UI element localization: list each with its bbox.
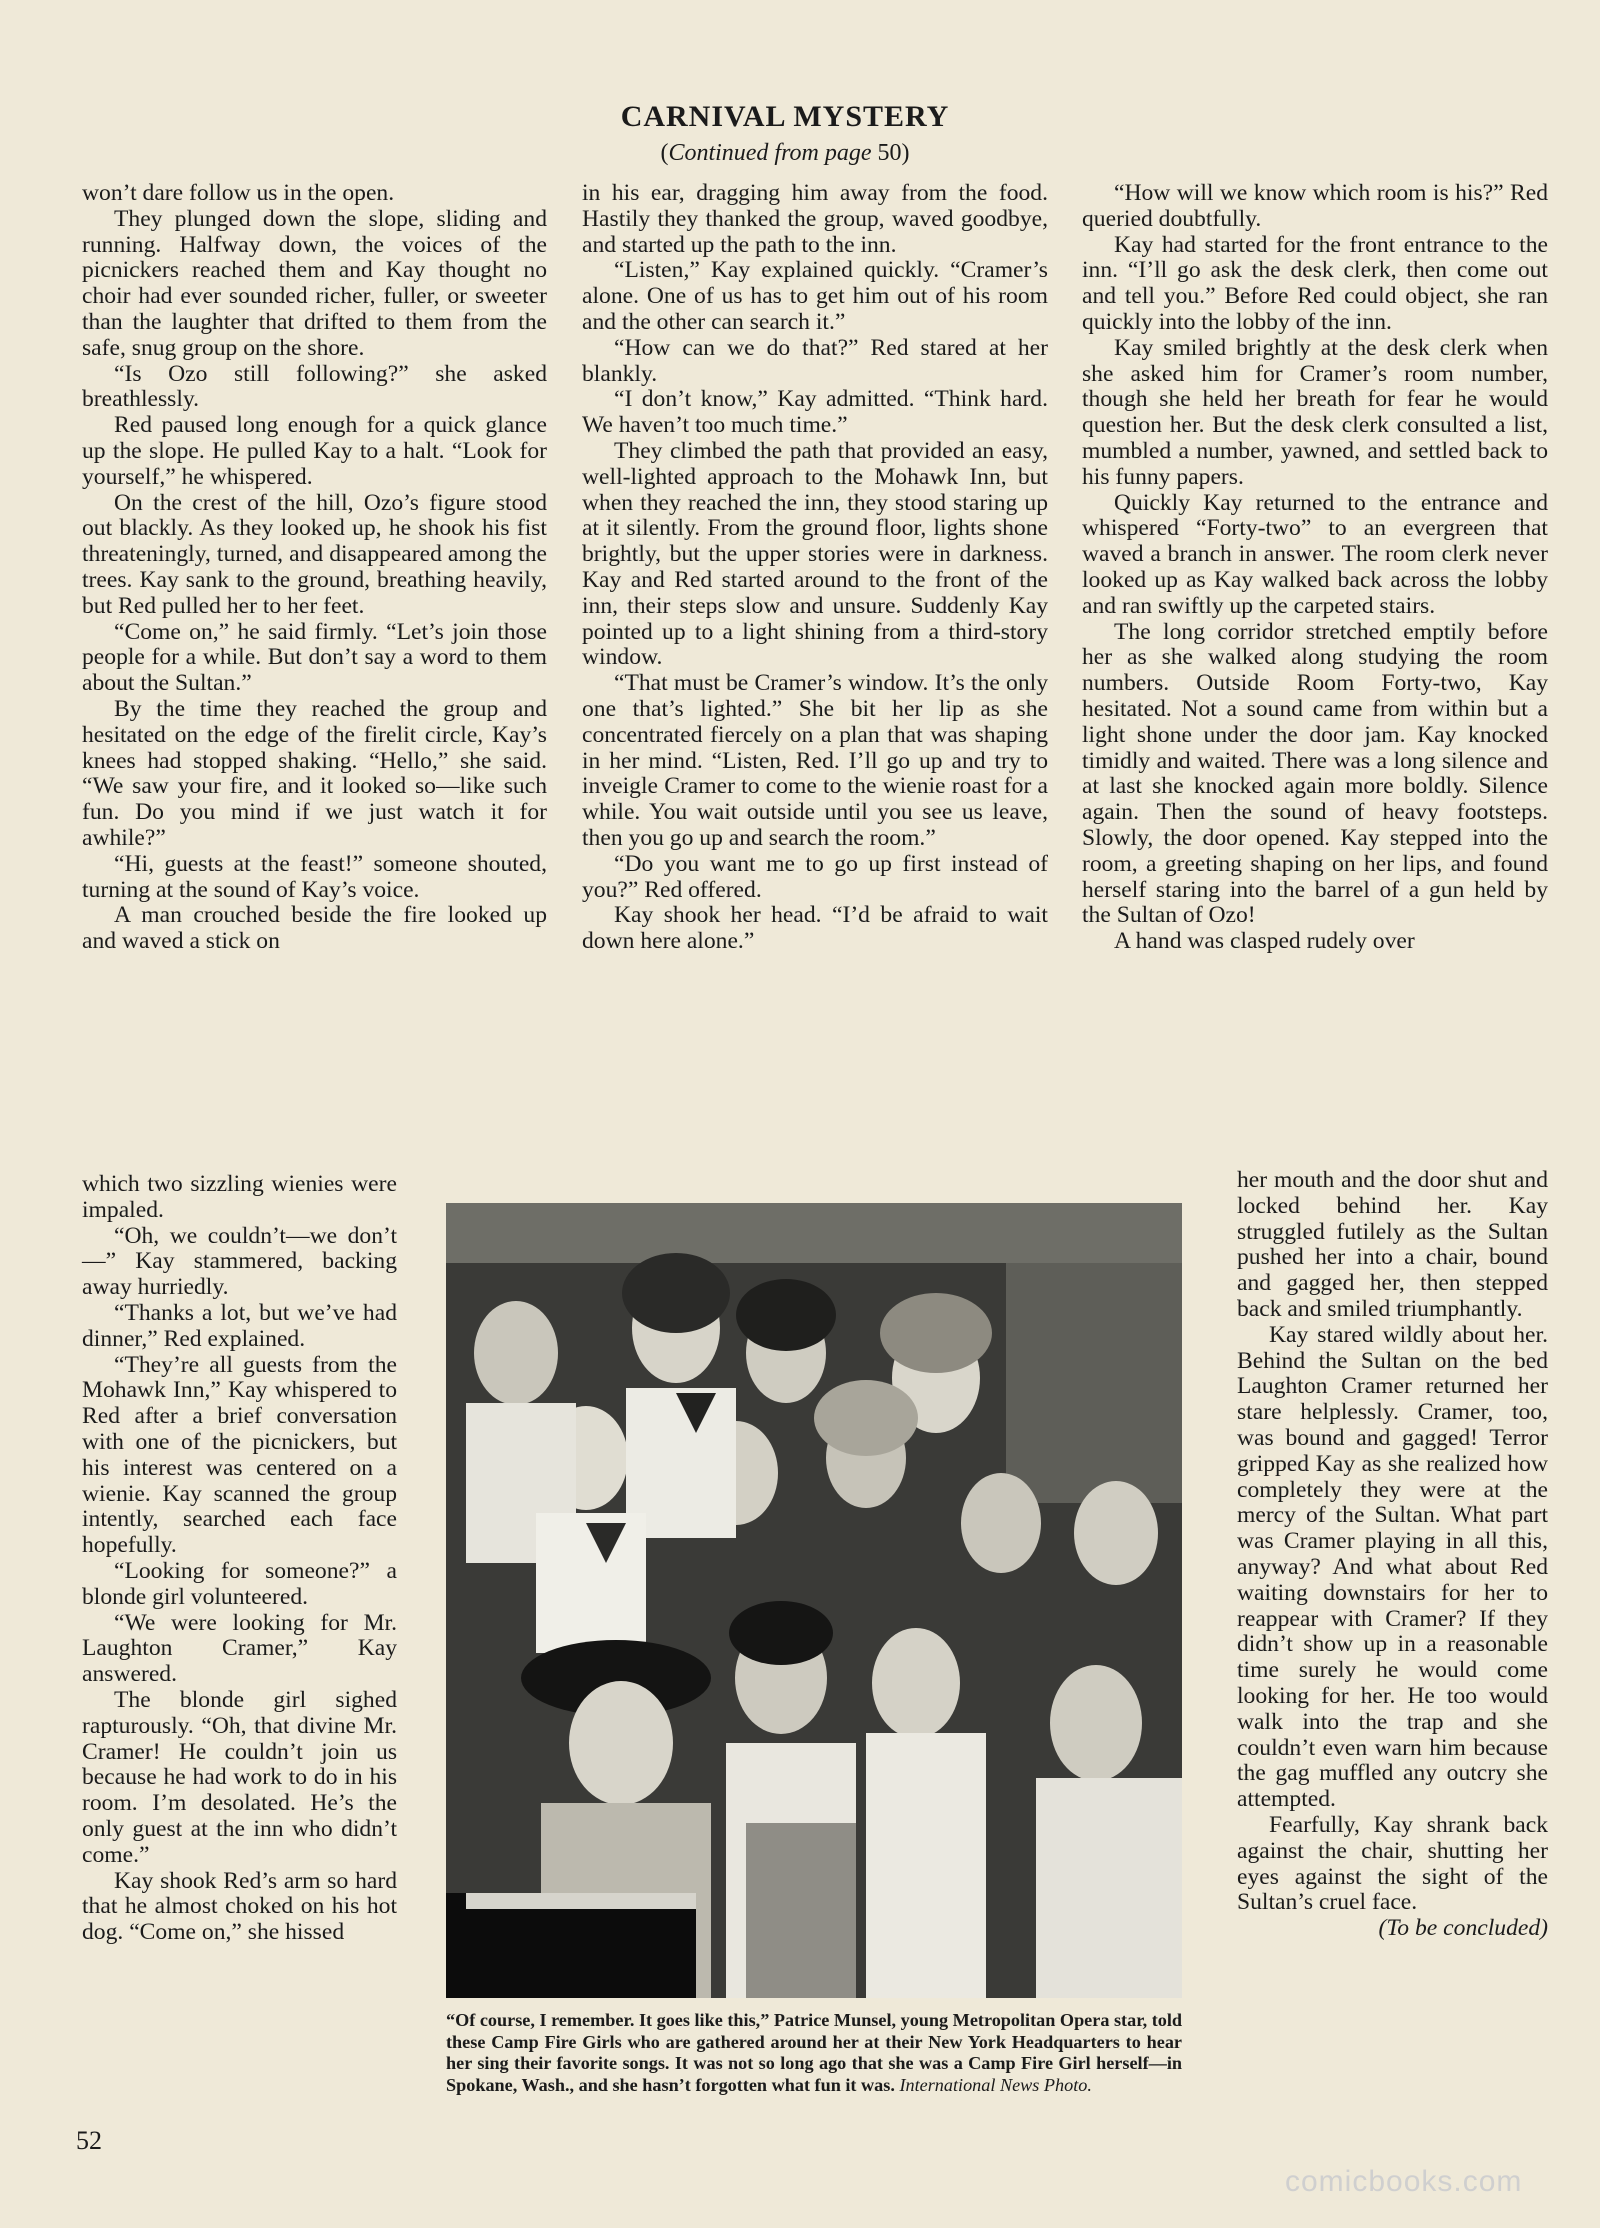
paragraph: “We were looking for Mr. Laughton Cramer,” Kay answered. xyxy=(82,1609,397,1688)
photo-caption xyxy=(446,2010,1182,2097)
caption-text: “Of course, I remember. It goes like this,” Patrice Munsel, young Metropolitan Opera star, told these Camp Fire Girls who are gathered around her at their New York Headquarters to hear her sing their favorite songs. It was not so long ago that she was a Camp Fire Girl herself—in Spokane, Wash., and she hasn’t forgotten what fun it was. xyxy=(446,2010,1183,2096)
paragraph: which two sizzling wienies were impaled. xyxy=(82,1171,397,1223)
paragraph: “Oh, we couldn’t—we don’t—” Kay stammered, backing away hurriedly. xyxy=(82,1222,397,1301)
paragraph: A hand was clasped rudely over xyxy=(1114,928,1415,955)
photo-credit: International News Photo. xyxy=(899,2075,1092,2096)
text-column-3 xyxy=(1082,181,1548,955)
paragraph: The long corridor stretched emptily before her as she walked along studying the room numbers. Outside Room Forty-two, Kay hesitated. Not a sound came from within but a light shone under the door jam. Kay knocked timidly and waited. There was a long silence and at last she knocked again more boldly. Silence again. Then the sound of heavy footsteps. Slowly, the door opened. Kay stepped into the room, a greeting shaping on her lips, and found herself staring into the barrel of a gun held by the Sultan of Ozo! xyxy=(1082,618,1548,929)
paragraph: “Hi, guests at the feast!” someone shouted, turning at the sound of Kay’s voice. xyxy=(82,850,547,903)
paragraph: her mouth and the door shut and locked behind her. Kay struggled futilely as the Sultan pushed her into a chair, bound and gagged her, then stepped back and smiled triumphantly. xyxy=(1237,1167,1548,1322)
paragraph: “How can we do that?” Red stared at her blankly. xyxy=(582,334,1048,387)
text-column-1-narrow xyxy=(82,1172,397,1946)
continued-label: Continued from page xyxy=(668,140,872,166)
continued-note: (Continued from page 50) xyxy=(660,140,910,166)
paragraph: “They’re all guests from the Mohawk Inn,” Kay whispered to Red after a brief conversation with one of the picnickers, but his interest was centered on a wienie. Kay scanned the group intently, searched each face hopefully. xyxy=(82,1351,397,1559)
paragraph: “I don’t know,” Kay admitted. “Think hard. We haven’t too much time.” xyxy=(582,386,1048,439)
paragraph: “Come on,” he said firmly. “Let’s join those people for a while. But don’t say a word to them about the Sultan.” xyxy=(82,618,547,697)
paragraph: On the crest of the hill, Ozo’s figure stood out blackly. As they looked up, he shook his fist threateningly, turned, and disappeared among the trees. Kay sank to the ground, breathing heavily, but Red pulled her to her feet. xyxy=(82,489,547,619)
text-column-1 xyxy=(82,181,547,955)
paragraph: Kay had started for the front entrance to the inn. “I’ll go ask the desk clerk, then come out and tell you.” Before Red could object, she ran quickly into the lobby of the inn. xyxy=(1082,231,1548,335)
paragraph: won’t dare follow us in the open. xyxy=(82,180,395,206)
paragraph: Kay stared wildly about her. Behind the Sultan on the bed Laughton Cramer returned her stare helplessly. Cramer, too, was bound and gagged! Terror gripped Kay as she realized how completely they were at the mercy of the Sultan. What part was Cramer playing in all this, anyway? And what about Red waiting downstairs for her to reappear with Cramer? If they didn’t show up in a reasonable time surely he would come looking for her. He too would walk into the trap and she couldn’t even warn him because the gag muffled any outcry she attempted. xyxy=(1237,1321,1548,1813)
paragraph: “Listen,” Kay explained quickly. “Cramer’s alone. One of us has to get him out of his room and the other can search it.” xyxy=(582,257,1048,335)
paragraph: The blonde girl sighed rapturously. “Oh, that divine Mr. Cramer! He couldn’t join us because he had work to do in his room. I’m desolated. He’s the only guest at the inn who didn’t come.” xyxy=(82,1686,397,1868)
paragraph: They plunged down the slope, sliding and running. Halfway down, the voices of the picnickers reached them and Kay thought no choir had ever sounded richer, fuller, or sweeter than the laughter that drifted to them from the safe, snug group on the shore. xyxy=(82,205,547,361)
text-column-3-narrow xyxy=(1237,1168,1548,1942)
paragraph: “Is Ozo still following?” she asked breathlessly. xyxy=(82,360,547,413)
paragraph: “Do you want me to go up first instead of you?” Red offered. xyxy=(582,850,1048,903)
continued-page: 50 xyxy=(877,140,902,166)
paragraph: A man crouched beside the fire looked up and waved a stick on xyxy=(82,902,547,955)
paragraph: “That must be Cramer’s window. It’s the only one that’s lighted.” She bit her lip as she concentrated fiercely on a plan that was shaping in her mind. “Listen, Red. I’ll go up and try to inveigle Cramer to come to the wienie roast for a while. You wait outside until you see us leave, then you go up and search the room.” xyxy=(582,670,1048,851)
paragraph: in his ear, dragging him away from the food. Hastily they thanked the group, waved goodbye, and started up the path to the inn. xyxy=(582,180,1048,258)
paragraph: “Thanks a lot, but we’ve had dinner,” Red explained. xyxy=(82,1299,397,1352)
paragraph: Fearfully, Kay shrank back against the chair, shutting her eyes against the sight of the Sultan’s cruel face. xyxy=(1237,1811,1548,1916)
paragraph: “Looking for someone?” a blonde girl volunteered. xyxy=(82,1557,397,1610)
text-column-2 xyxy=(582,181,1048,955)
paragraph: “How will we know which room is his?” Red queried doubtfully. xyxy=(1082,180,1548,232)
to-be-concluded: (To be concluded) xyxy=(1378,1915,1548,1942)
photo-illustration xyxy=(446,1203,1182,1998)
paragraph: Kay smiled brightly at the desk clerk when she asked him for Cramer’s room number, though she held her breath for fear he would question her. But the desk clerk consulted a list, mumbled a number, yawned, and settled back to his funny papers. xyxy=(1082,334,1548,490)
paragraph: Red paused long enough for a quick glance up the slope. He pulled Kay to a halt. “Look for yourself,” he whispered. xyxy=(82,412,547,490)
paragraph: By the time they reached the group and hesitated on the edge of the firelit circle, Kay’s knees had stopped shaking. “Hello,” she said. “We saw your fire, and it looked so—like such fun. Do you mind if we just watch it for awhile?” xyxy=(82,695,547,851)
story-title: CARNIVAL MYSTERY xyxy=(620,100,950,133)
paragraph: They climbed the path that provided an easy, well-lighted approach to the Mohawk Inn, but when they reached the inn, they stood staring up at it silently. From the ground floor, lights shone brightly, but the upper stories were in darkness. Kay and Red started around to the front of the inn, their steps slow and unsure. Suddenly Kay pointed up to a light shining from a third-story window. xyxy=(582,437,1048,671)
paragraph: Quickly Kay returned to the entrance and whispered “Forty-two” to an evergreen that waved a branch in answer. The room clerk never looked up as Kay walked back across the lobby and ran swiftly up the carpeted stairs. xyxy=(1082,489,1548,619)
watermark: comicbooks.com xyxy=(1285,2165,1523,2198)
page-number: 52 xyxy=(76,2126,102,2155)
news-photo xyxy=(446,1203,1182,1998)
paragraph: Kay shook Red’s arm so hard that he almost choked on his hot dog. “Come on,” she hissed xyxy=(82,1867,397,1946)
paragraph: Kay shook her head. “I’d be afraid to wait down here alone.” xyxy=(582,902,1048,955)
